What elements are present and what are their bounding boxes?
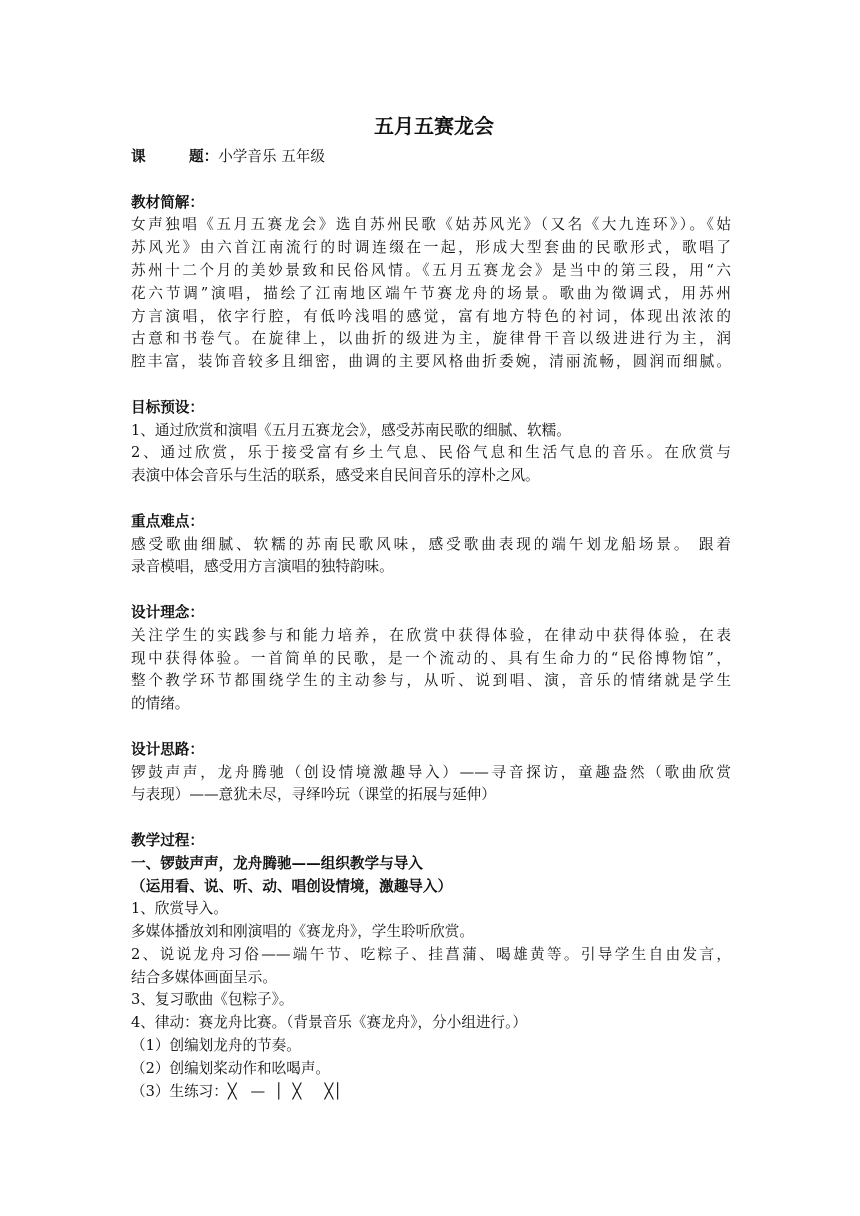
section-keypoints (131, 511, 731, 579)
paragraph-line: 感受歌曲细腻、软糯的苏南民歌风味，感受歌曲表现的端午划龙船场景。 跟着 (131, 535, 731, 553)
subsection-heading: 一、锣鼓声声，龙舟腾驰——组织教学与导入 (131, 854, 423, 872)
course-line (131, 146, 731, 169)
paragraph-line: 古意和书卷气。在旋律上，以曲折的级进为主，旋律骨干音以级进进行为主，润 (131, 330, 731, 348)
paragraph-line: 现中获得体验。一首简单的民歌，是一个流动的、具有生命力的“民俗博物馆”， (131, 649, 731, 667)
section-heading: 教学过程： (131, 831, 204, 849)
section-process (131, 830, 731, 1104)
paragraph-line: 与表现）——意犹未尽，寻绎吟玩（课堂的拓展与延伸） (131, 786, 496, 804)
course-value: 小学音乐 五年级 (218, 148, 325, 165)
document-page (131, 112, 731, 1103)
section-concept (131, 602, 731, 716)
paragraph-line: 1、通过欣赏和演唱《五月五赛龙会》，感受苏南民歌的细腻、软糯。 (131, 421, 571, 439)
paragraph-line: 花六节调”演唱，描绘了江南地区端午节赛龙舟的场景。歌曲为徵调式，用苏州 (131, 284, 731, 302)
section-heading: 教材简解： (131, 193, 204, 211)
paragraph-line: 苏州十二个月的美妙景致和民俗风情。《五月五赛龙会》是当中的第三段，用“六 (131, 261, 731, 279)
section-heading: 重点难点： (131, 512, 204, 530)
document-title: 五月五赛龙会 (374, 114, 494, 138)
section-heading: 设计思路： (131, 740, 204, 758)
paragraph-line: 的情绪。 (131, 695, 190, 713)
subsection-subheading: （运用看、说、听、动、唱创设情境，激趣导入） (131, 877, 453, 895)
paragraph-line: 女声独唱《五月五赛龙会》选自苏州民歌《姑苏风光》（又名《大九连环》）。《姑 (131, 216, 731, 234)
paragraph-line: 方言演唱，依字行腔，有低吟浅唱的感觉，富有地方特色的衬词，体现出浓浓的 (131, 307, 731, 325)
paragraph-line: 结合多媒体画面呈示。 (131, 968, 277, 986)
paragraph-line: 腔丰富，装饰音较多且细密，曲调的主要风格曲折委婉，清丽流畅，圆润而细腻。 (131, 353, 731, 371)
paragraph-line: 锣鼓声声，龙舟腾驰（创设情境激趣导入）——寻音探访，童趣盎然（歌曲欣赏 (131, 763, 731, 781)
section-heading: 设计理念： (131, 603, 204, 621)
paragraph-line: （1）创编划龙舟的节奏。 (131, 1037, 301, 1055)
paragraph-line: 2、通过欣赏，乐于接受富有乡土气息、民俗气息和生活气息的音乐。在欣赏与 (131, 444, 731, 462)
paragraph-line: 4、律动：赛龙舟比赛。（背景音乐《赛龙舟》，分小组进行。） (131, 1014, 528, 1032)
section-intro (131, 192, 731, 374)
paragraph-line: 2、说说龙舟习俗——端午节、吃粽子、挂菖蒲、喝雄黄等。引导学生自由发言， (131, 945, 731, 963)
section-goals (131, 397, 731, 488)
section-idea (131, 739, 731, 807)
paragraph-line: 表演中体会音乐与生活的联系，感受来自民间音乐的淳朴之风。 (131, 467, 540, 485)
rhythm-line: （3）生练习：╳ — │ ╳ ╳│ (131, 1082, 343, 1100)
paragraph-line: 1、欣赏导入。 (131, 900, 228, 918)
paragraph-line: 3、复习歌曲《包粽子》。 (131, 991, 294, 1009)
paragraph-line: 关注学生的实践参与和能力培养，在欣赏中获得体验，在律动中获得体验，在表 (131, 626, 731, 644)
paragraph-line: 整个教学环节都围绕学生的主动参与，从听、说到唱、演，音乐的情绪就是学生 (131, 672, 731, 690)
course-label: 课 题： (131, 148, 219, 165)
paragraph-line: 录音模唱，感受用方言演唱的独特韵味。 (131, 558, 394, 576)
section-heading: 目标预设： (131, 398, 204, 416)
paragraph-line: 苏风光》由六首江南流行的时调连缀在一起，形成大型套曲的民歌形式，歌唱了 (131, 239, 731, 257)
paragraph-line: 多媒体播放刘和刚演唱的《赛龙舟》，学生聆听欣赏。 (131, 923, 474, 941)
paragraph-line: （2）创编划桨动作和吆喝声。 (131, 1059, 331, 1077)
